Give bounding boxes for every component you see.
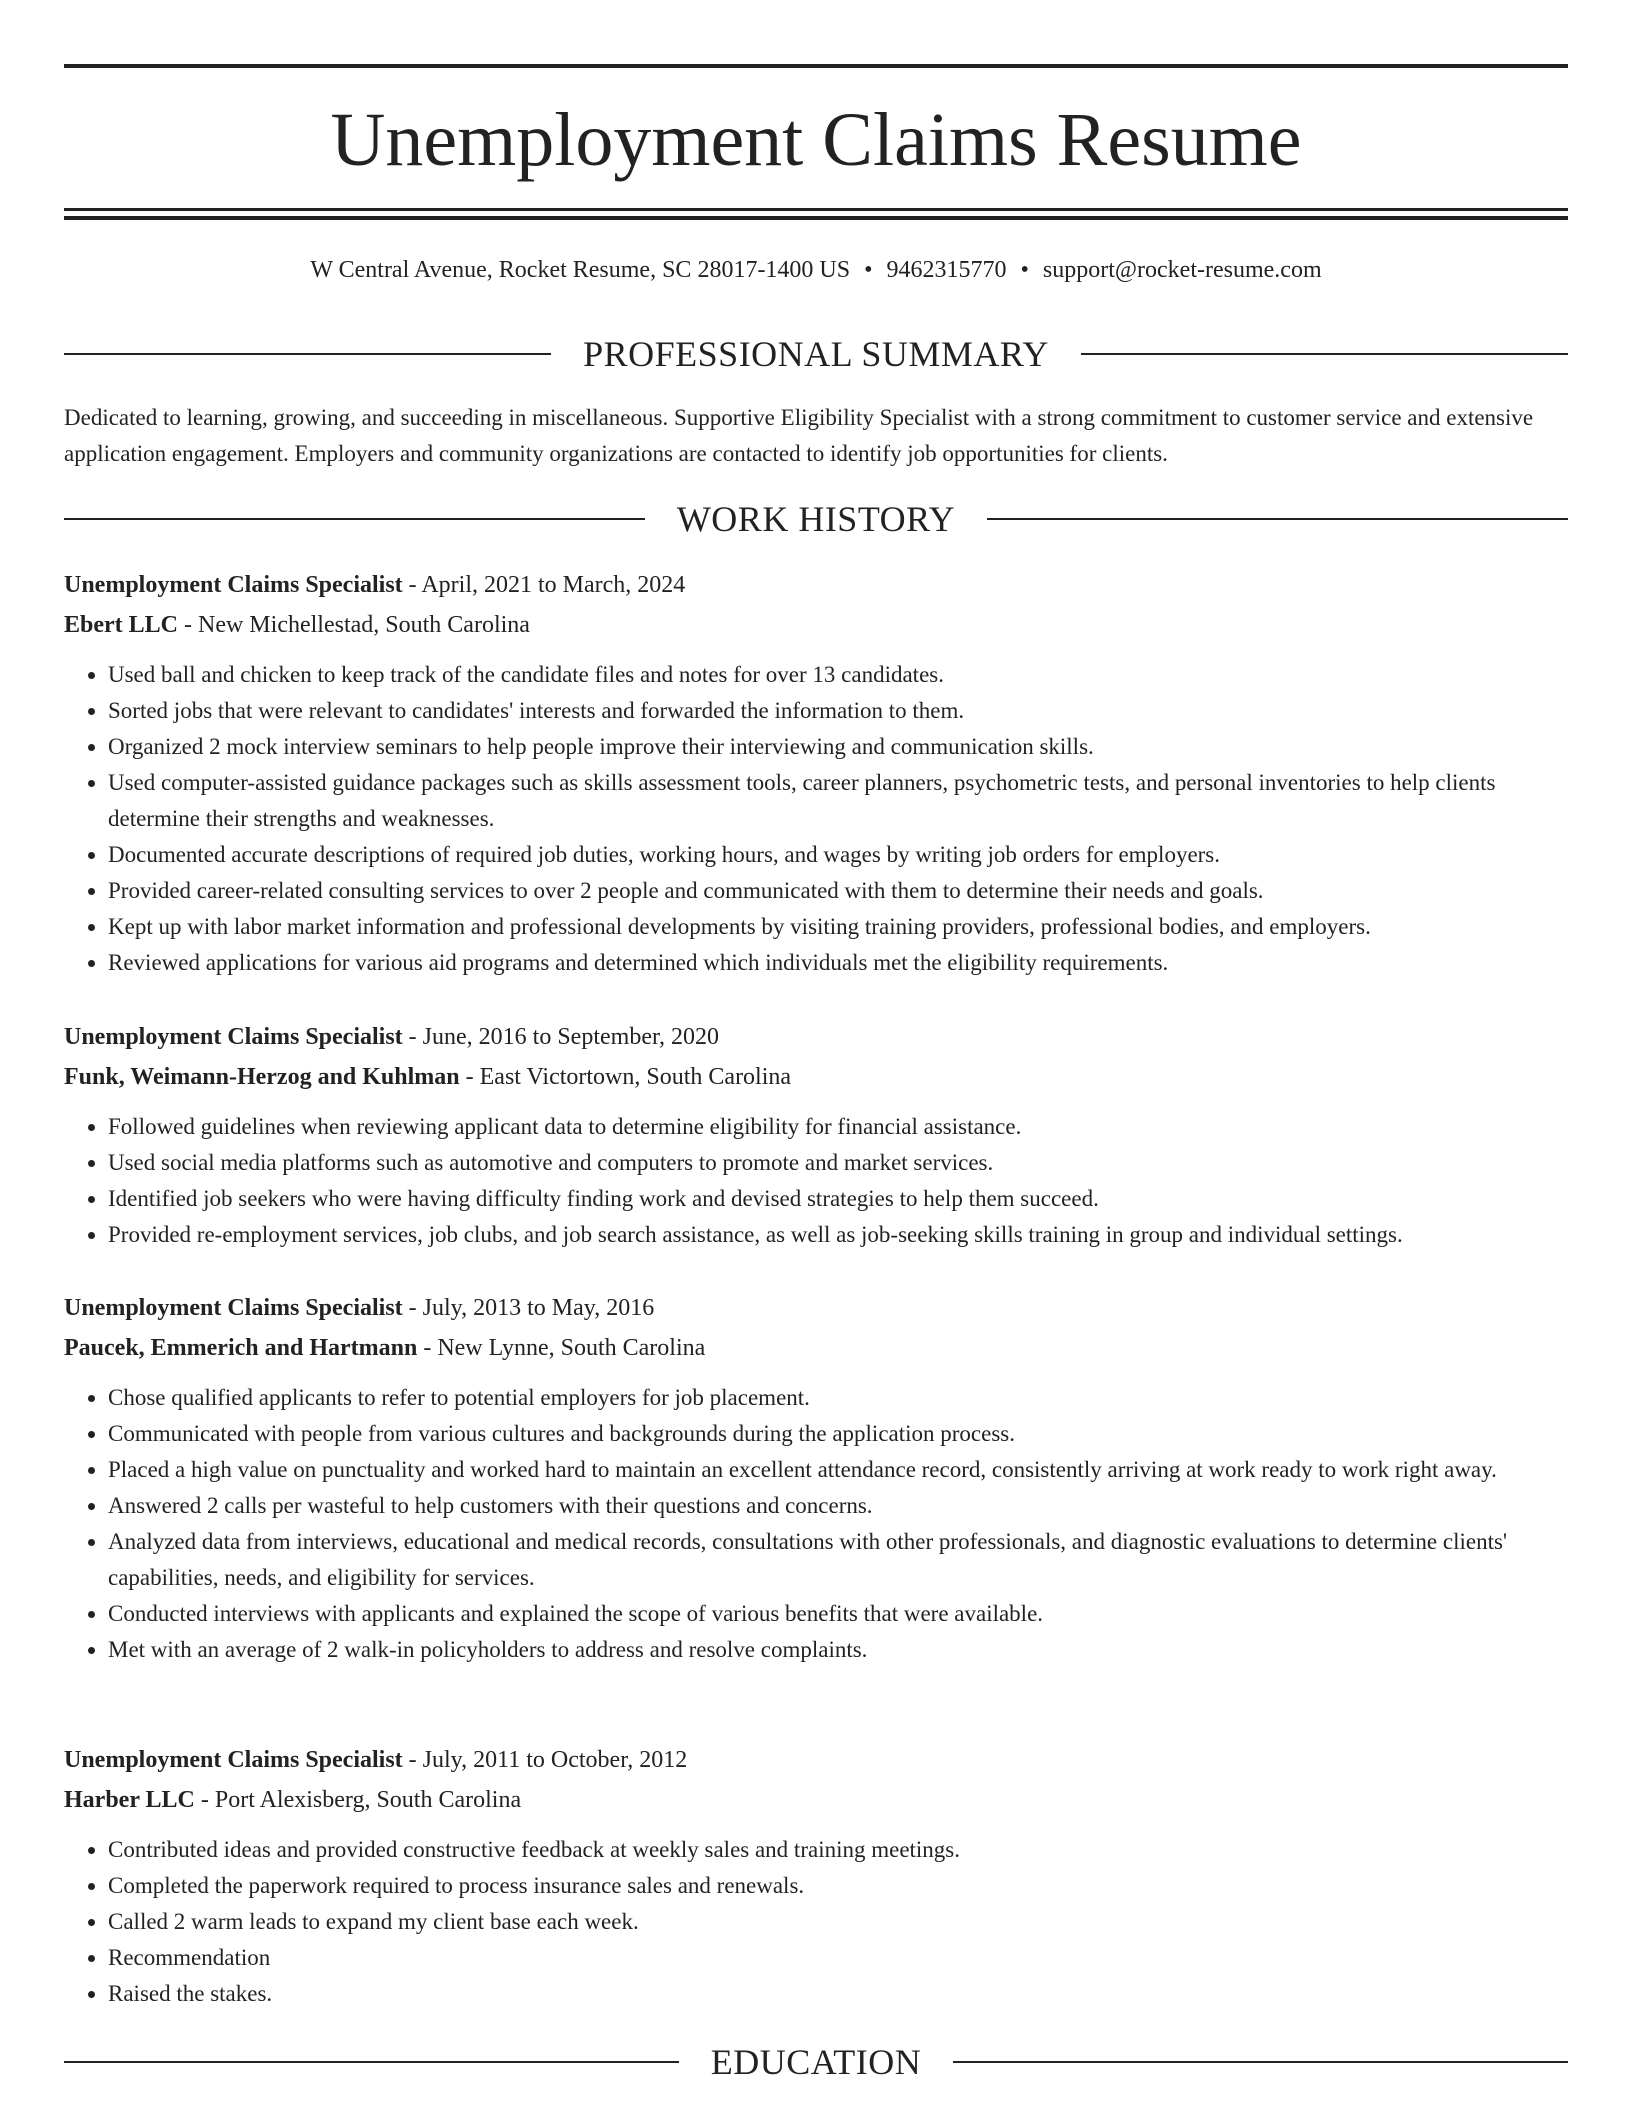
heading-rule-right	[987, 518, 1568, 520]
list-item: • Used ball and chicken to keep track of the candidate files and notes for over 13 candidates.	[108, 657, 1568, 693]
list-item: • Used social media platforms such as automotive and computers to promote and market services.	[108, 1145, 1568, 1181]
job-bullets	[64, 1109, 1568, 1253]
heading-rule-right	[953, 2061, 1568, 2063]
list-item: • Raised the stakes.	[108, 1976, 1568, 2012]
summary-text: Dedicated to learning, growing, and succeeding in miscellaneous. Supportive Eligibility Specialist with a strong commitment to customer service and extensive application engagement. Employers and community organizations are contacted to identify job opportunities for clients.	[64, 405, 1534, 466]
list-item: • Documented accurate descriptions of required job duties, working hours, and wages by writing job orders for employers.	[108, 837, 1568, 873]
section-heading-education	[64, 2040, 1568, 2084]
list-item: • Kept up with labor market information and professional developments by visiting training providers, professional bodies, and employers.	[108, 909, 1568, 945]
job-bullets	[64, 657, 1568, 981]
job-dates: - July, 2011 to October, 2012	[402, 1747, 688, 1773]
title-rule-lower	[64, 216, 1568, 220]
job-entry	[64, 1288, 1568, 1668]
job-dates: - July, 2013 to May, 2016	[402, 1295, 655, 1321]
section-heading-summary	[64, 332, 1568, 376]
list-item: • Communicated with people from various cultures and backgrounds during the application process.	[108, 1416, 1568, 1452]
job-company: Funk, Weimann-Herzog and Kuhlman	[64, 1064, 460, 1090]
job-company: Ebert LLC	[64, 612, 178, 638]
job-dates: - June, 2016 to September, 2020	[402, 1024, 719, 1050]
contact-separator: •	[864, 257, 873, 283]
list-item: • Called 2 warm leads to expand my client base each week.	[108, 1904, 1568, 1940]
list-item: • Followed guidelines when reviewing applicant data to determine eligibility for financial assistance.	[108, 1109, 1568, 1145]
contact-address: W Central Avenue, Rocket Resume, SC 28017-1400 US	[310, 257, 851, 283]
top-rule	[64, 64, 1568, 68]
list-item: • Identified job seekers who were having difficulty finding work and devised strategies to help them succeed.	[108, 1181, 1568, 1217]
job-location: - East Victortown, South Carolina	[459, 1064, 792, 1090]
list-item: • Sorted jobs that were relevant to candidates' interests and forwarded the information to them.	[108, 693, 1568, 729]
list-item: • Placed a high value on punctuality and worked hard to maintain an excellent attendance record, consistently arriving at work ready to work right away.	[108, 1452, 1568, 1488]
job-role: Unemployment Claims Specialist	[64, 1024, 403, 1050]
job-company-line	[64, 1328, 1568, 1368]
job-bullets	[64, 1832, 1568, 2012]
list-item: • Used computer-assisted guidance packages such as skills assessment tools, career planners, psychometric tests, and personal inventories to help clients determine their strengths and weaknesses.	[108, 765, 1568, 837]
job-company-line	[64, 605, 1568, 645]
list-item: • Answered 2 calls per wasteful to help customers with their questions and concerns.	[108, 1488, 1568, 1524]
heading-rule-left	[64, 518, 645, 520]
list-item: • Chose qualified applicants to refer to potential employers for job placement.	[108, 1380, 1568, 1416]
section-heading-label: EDUCATION	[710, 2042, 922, 2082]
list-item: • Analyzed data from interviews, educational and medical records, consultations with other professionals, and diagnostic evaluations to determine clients' capabilities, needs, and eligibility for services.	[108, 1524, 1568, 1596]
job-entry	[64, 1740, 1568, 2012]
job-company-line	[64, 1057, 1568, 1097]
list-item: • Recommendation	[108, 1940, 1568, 1976]
job-title-line	[64, 1017, 1568, 1057]
section-heading-label: WORK HISTORY	[676, 499, 956, 539]
job-role: Unemployment Claims Specialist	[64, 1747, 403, 1773]
job-role: Unemployment Claims Specialist	[64, 572, 403, 598]
job-location: - New Lynne, South Carolina	[417, 1335, 706, 1361]
job-bullets	[64, 1380, 1568, 1668]
section-heading-label: PROFESSIONAL SUMMARY	[583, 334, 1049, 374]
contact-line	[64, 254, 1568, 286]
resume-title: Unemployment Claims Resume	[330, 98, 1302, 182]
heading-rule-right	[1081, 353, 1568, 355]
job-company: Paucek, Emmerich and Hartmann	[64, 1335, 418, 1361]
job-entry	[64, 1017, 1568, 1253]
job-entry	[64, 565, 1568, 981]
job-title-line	[64, 1288, 1568, 1328]
job-company: Harber LLC	[64, 1787, 195, 1813]
job-location: - Port Alexisberg, South Carolina	[194, 1787, 522, 1813]
section-heading-work-history	[64, 497, 1568, 541]
list-item: • Organized 2 mock interview seminars to help people improve their interviewing and communication skills.	[108, 729, 1568, 765]
heading-rule-left	[64, 2061, 679, 2063]
contact-email: support@rocket-resume.com	[1042, 257, 1322, 283]
job-role: Unemployment Claims Specialist	[64, 1295, 403, 1321]
list-item: • Met with an average of 2 walk-in policyholders to address and resolve complaints.	[108, 1632, 1568, 1668]
list-item: • Completed the paperwork required to process insurance sales and renewals.	[108, 1868, 1568, 1904]
job-company-line	[64, 1780, 1568, 1820]
contact-phone: 9462315770	[886, 257, 1007, 283]
heading-rule-left	[64, 353, 551, 355]
job-location: - New Michellestad, South Carolina	[178, 612, 530, 638]
list-item: • Reviewed applications for various aid programs and determined which individuals met the eligibility requirements.	[108, 945, 1568, 981]
list-item: • Contributed ideas and provided constructive feedback at weekly sales and training meetings.	[108, 1832, 1568, 1868]
list-item: • Provided career-related consulting services to over 2 people and communicated with them to determine their needs and goals.	[108, 873, 1568, 909]
job-title-line	[64, 1740, 1568, 1780]
contact-separator: •	[1020, 257, 1029, 283]
job-dates: - April, 2021 to March, 2024	[402, 572, 686, 598]
title-rule-upper	[64, 208, 1568, 211]
list-item: • Provided re-employment services, job clubs, and job search assistance, as well as job-seeking skills training in group and individual settings.	[108, 1217, 1568, 1253]
list-item: • Conducted interviews with applicants and explained the scope of various benefits that were available.	[108, 1596, 1568, 1632]
job-title-line	[64, 565, 1568, 605]
